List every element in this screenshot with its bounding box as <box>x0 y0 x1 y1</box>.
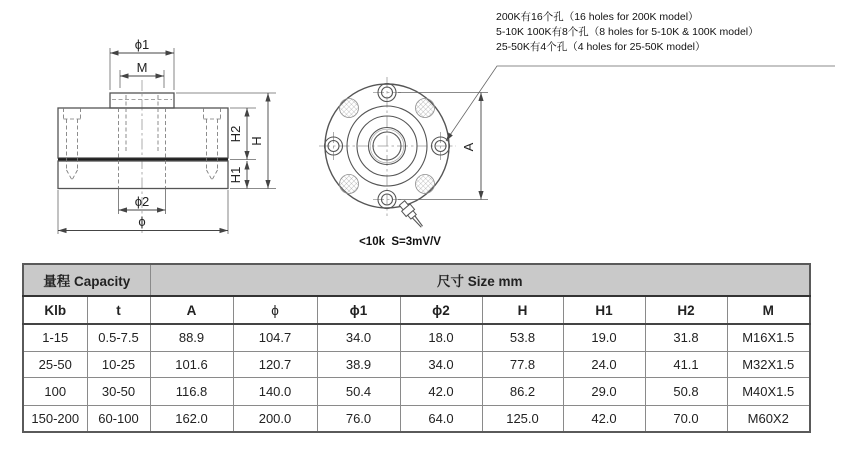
table-cell: 30-50 <box>87 377 150 405</box>
table-cell: 18.0 <box>400 324 482 351</box>
table-cell: 34.0 <box>400 351 482 377</box>
table-cell: 125.0 <box>482 405 563 432</box>
cable-gland-icon <box>398 199 426 230</box>
lower-body-outline <box>58 161 228 189</box>
table-cell: 1-15 <box>23 324 87 351</box>
table-cell: 116.8 <box>150 377 233 405</box>
table-cell: 77.8 <box>482 351 563 377</box>
hatched-hole <box>340 175 359 194</box>
dim-label-m: M <box>136 60 148 75</box>
table-cell: 0.5-7.5 <box>87 324 150 351</box>
column-header-a: A <box>150 296 233 324</box>
column-header-h1: H1 <box>563 296 645 324</box>
extension-lines <box>58 48 276 234</box>
dim-label-h2: H2 <box>228 125 243 143</box>
table-cell: 101.6 <box>150 351 233 377</box>
table-cell: 34.0 <box>317 324 400 351</box>
table-cell: M16X1.5 <box>727 324 810 351</box>
column-header-m: M <box>727 296 810 324</box>
column-header-t: t <box>87 296 150 324</box>
column-header-phi: ϕ <box>233 296 317 324</box>
table-cell: 86.2 <box>482 377 563 405</box>
column-header-row <box>23 296 810 324</box>
table-row <box>23 405 810 432</box>
table-cell: 150-200 <box>23 405 87 432</box>
table-cell: 60-100 <box>87 405 150 432</box>
side-view <box>58 37 276 234</box>
table-cell: M32X1.5 <box>727 351 810 377</box>
table-cell: 162.0 <box>150 405 233 432</box>
table-cell: 140.0 <box>233 377 317 405</box>
table-cell: 53.8 <box>482 324 563 351</box>
table-cell: M60X2 <box>727 405 810 432</box>
table-cell: 10-25 <box>87 351 150 377</box>
dim-label-a: A <box>461 142 476 152</box>
dim-label-phi2: ϕ2 <box>134 194 150 209</box>
hatched-hole <box>416 175 435 194</box>
table-row <box>23 377 810 405</box>
column-header-klb: Klb <box>23 296 87 324</box>
dim-label-h1: H1 <box>228 166 243 184</box>
table-cell: 24.0 <box>563 351 645 377</box>
table-cell: 100 <box>23 377 87 405</box>
table-row <box>23 324 810 351</box>
annotation-line-3: 25-50K有4个孔（4 holes for 25-50K model） <box>496 40 706 53</box>
table-cell: 42.0 <box>563 405 645 432</box>
size-group-header: 尺寸 Size mm <box>150 264 810 296</box>
table-cell: 76.0 <box>317 405 400 432</box>
spec-table <box>22 263 811 433</box>
column-header-h2: H2 <box>645 296 727 324</box>
table-cell: 70.0 <box>645 405 727 432</box>
table-cell: 200.0 <box>233 405 317 432</box>
table-cell: 38.9 <box>317 351 400 377</box>
group-header-row <box>23 264 810 296</box>
table-cell: 88.9 <box>150 324 233 351</box>
table-cell: 25-50 <box>23 351 87 377</box>
column-header-h: H <box>482 296 563 324</box>
output-spec-note: <10k S=3mV/V <box>359 236 441 248</box>
annotation-line-2: 5-10K 100K有8个孔（8 holes for 5-10K & 100K model） <box>496 25 759 38</box>
front-view <box>319 66 835 230</box>
table-cell: M40X1.5 <box>727 377 810 405</box>
dim-label-phi1: ϕ1 <box>134 37 150 52</box>
hatched-hole <box>416 99 435 118</box>
table-cell: 104.7 <box>233 324 317 351</box>
column-header-phi2: ϕ2 <box>400 296 482 324</box>
capacity-group-header: 量程 Capacity <box>23 264 150 296</box>
table-cell: 31.8 <box>645 324 727 351</box>
table-cell: 29.0 <box>563 377 645 405</box>
table-cell: 50.8 <box>645 377 727 405</box>
table-cell: 64.0 <box>400 405 482 432</box>
table-cell: 19.0 <box>563 324 645 351</box>
table-cell: 42.0 <box>400 377 482 405</box>
dim-label-phi: ϕ <box>138 214 146 229</box>
leader-line <box>446 66 835 141</box>
table-cell: 41.1 <box>645 351 727 377</box>
table-row <box>23 351 810 377</box>
upper-body-outline <box>58 108 228 158</box>
dim-label-h: H <box>249 136 264 146</box>
hatched-hole <box>340 99 359 118</box>
column-header-phi1: ϕ1 <box>317 296 400 324</box>
annotation-line-1: 200K有16个孔（16 holes for 200K model） <box>496 11 699 23</box>
table-cell: 120.7 <box>233 351 317 377</box>
table-cell: 50.4 <box>317 377 400 405</box>
